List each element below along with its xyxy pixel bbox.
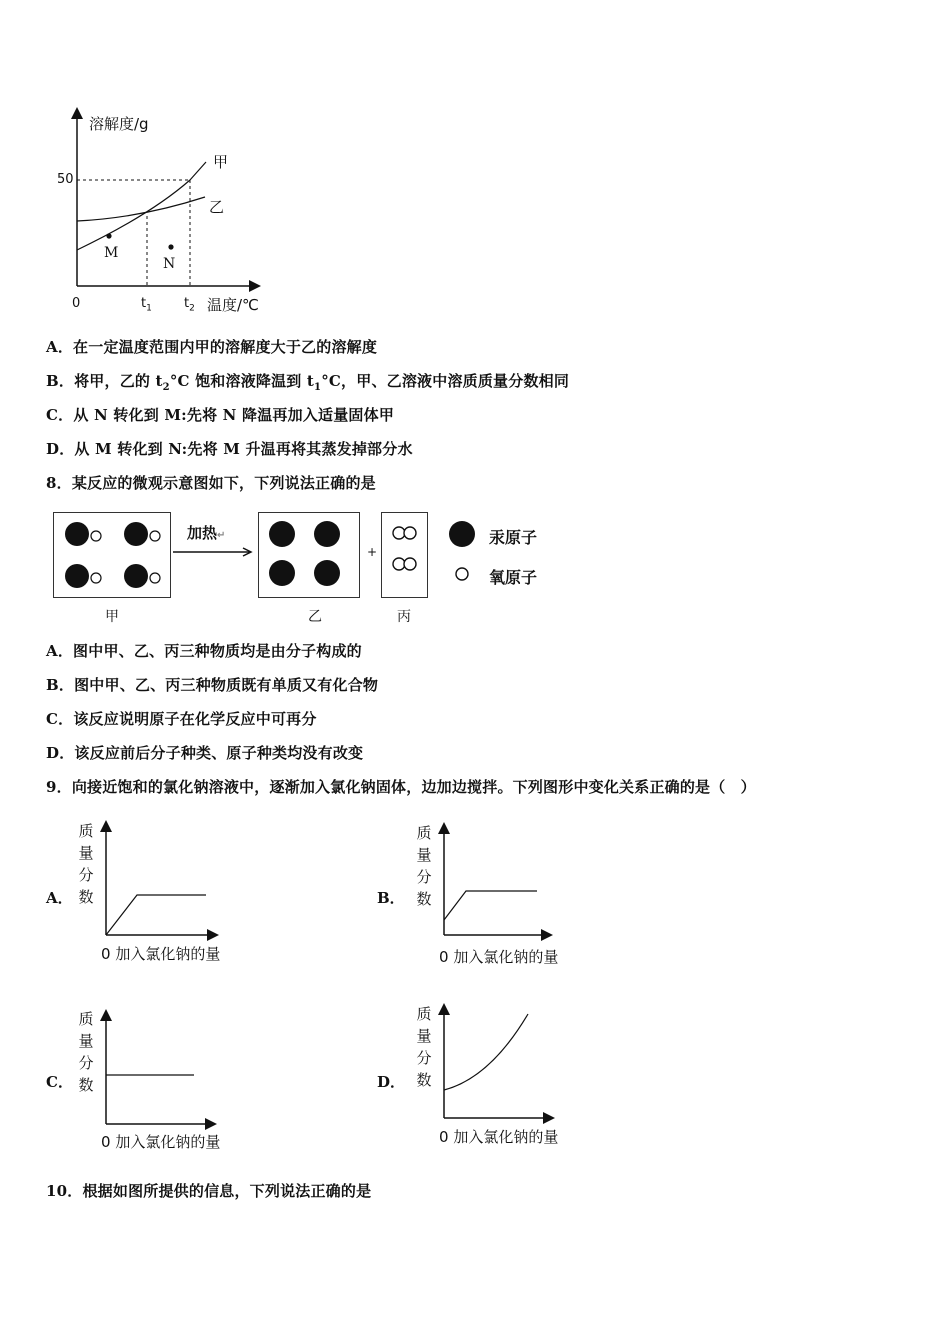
molecule-box-bing (381, 512, 428, 598)
graph-c (106, 1012, 214, 1124)
graph-b-ylabel: 质 量 分 数 (416, 824, 432, 908)
q7-option-a: A．在一定温度范围内甲的溶解度大于乙的溶解度 (46, 338, 378, 356)
q9-option-b-label: B． (377, 889, 405, 907)
solubility-xlabel: 温度/℃ (207, 296, 259, 314)
graph-c-ylabel: 质 量 分 数 (78, 1010, 94, 1094)
q9-stem: 9．向接近饱和的氯化钠溶液中，逐渐加入氯化钠固体，边加边搅拌。下列图形中变化关系正确的是（ ） (46, 778, 756, 796)
q9-option-d-label: D． (377, 1073, 406, 1091)
legend-mercury-icon (449, 521, 475, 547)
q8-option-c: C．该反应说明原子在化学反应中可再分 (46, 710, 317, 728)
solubility-ylabel: 溶解度/g (89, 115, 149, 133)
q8-stem: 8．某反应的微观示意图如下，下列说法正确的是 (46, 474, 376, 492)
solubility-chart (0, 0, 950, 320)
arrow-label: 加热↵ (187, 524, 226, 542)
q8-option-a: A．图中甲、乙、丙三种物质均是由分子构成的 (46, 642, 362, 660)
q9-option-a-label: A． (46, 889, 73, 907)
point-m-dot (106, 233, 111, 238)
q10-stem: 10．根据如图所提供的信息，下列说法正确的是 (46, 1182, 372, 1200)
graph-d-curve (444, 1014, 528, 1090)
graph-a-curve (106, 895, 206, 935)
solubility-origin: 0 (72, 296, 81, 311)
box-bing-label: 丙 (397, 609, 411, 625)
graph-b-curve (444, 891, 537, 920)
solubility-t2: $t_2$ (184, 296, 195, 314)
q8-option-b: B．图中甲、乙、丙三种物质既有单质又有化合物 (46, 676, 379, 694)
graph-a (106, 823, 216, 935)
plus-sign: + (367, 545, 378, 559)
molecule-box-yi (258, 512, 360, 598)
q9-option-c-label: C． (46, 1073, 73, 1091)
solubility-t1: $t_1$ (141, 296, 152, 314)
curve-jia-label: 甲 (213, 153, 229, 171)
q7-option-b: B．将甲，乙的 $t_2^\circ C$ 饱和溶液降温到 $t_1^\circ C$，甲、乙溶液中溶质质量分数相同 (46, 372, 570, 393)
molecule-box-jia (53, 512, 171, 598)
point-m-label: M (104, 245, 119, 261)
q7-option-d: D．从 M 转化到 N:先将 M 升温再将其蒸发掉部分水 (46, 440, 413, 458)
graph-d (444, 1006, 552, 1118)
curve-yi-label: 乙 (209, 198, 225, 216)
graph-d-ylabel: 质 量 分 数 (416, 1005, 432, 1089)
box-jia-label: 甲 (105, 609, 119, 625)
point-n-dot (168, 244, 173, 249)
graph-d-xlabel: 0 加入氯化钠的量 (439, 1128, 559, 1146)
graph-b-xlabel: 0 加入氯化钠的量 (439, 948, 559, 966)
box-yi-label: 乙 (308, 609, 322, 625)
curve-yi (77, 197, 205, 221)
graph-b (444, 825, 550, 935)
q8-option-d: D．该反应前后分子种类、原子种类均没有改变 (46, 744, 364, 762)
legend-oxygen-label: 氧原子 (489, 568, 538, 587)
graph-a-xlabel: 0 加入氯化钠的量 (101, 945, 221, 963)
graph-c-xlabel: 0 加入氯化钠的量 (101, 1133, 221, 1151)
q7-option-c: C．从 N 转化到 M:先将 N 降温再加入适量固体甲 (46, 406, 395, 424)
curve-jia (77, 162, 206, 250)
graph-a-ylabel: 质 量 分 数 (78, 822, 94, 906)
solubility-y50: 50 (57, 172, 74, 187)
point-n-label: N (163, 256, 176, 272)
legend-oxygen-icon (456, 568, 468, 580)
legend-mercury-label: 汞原子 (489, 528, 538, 547)
